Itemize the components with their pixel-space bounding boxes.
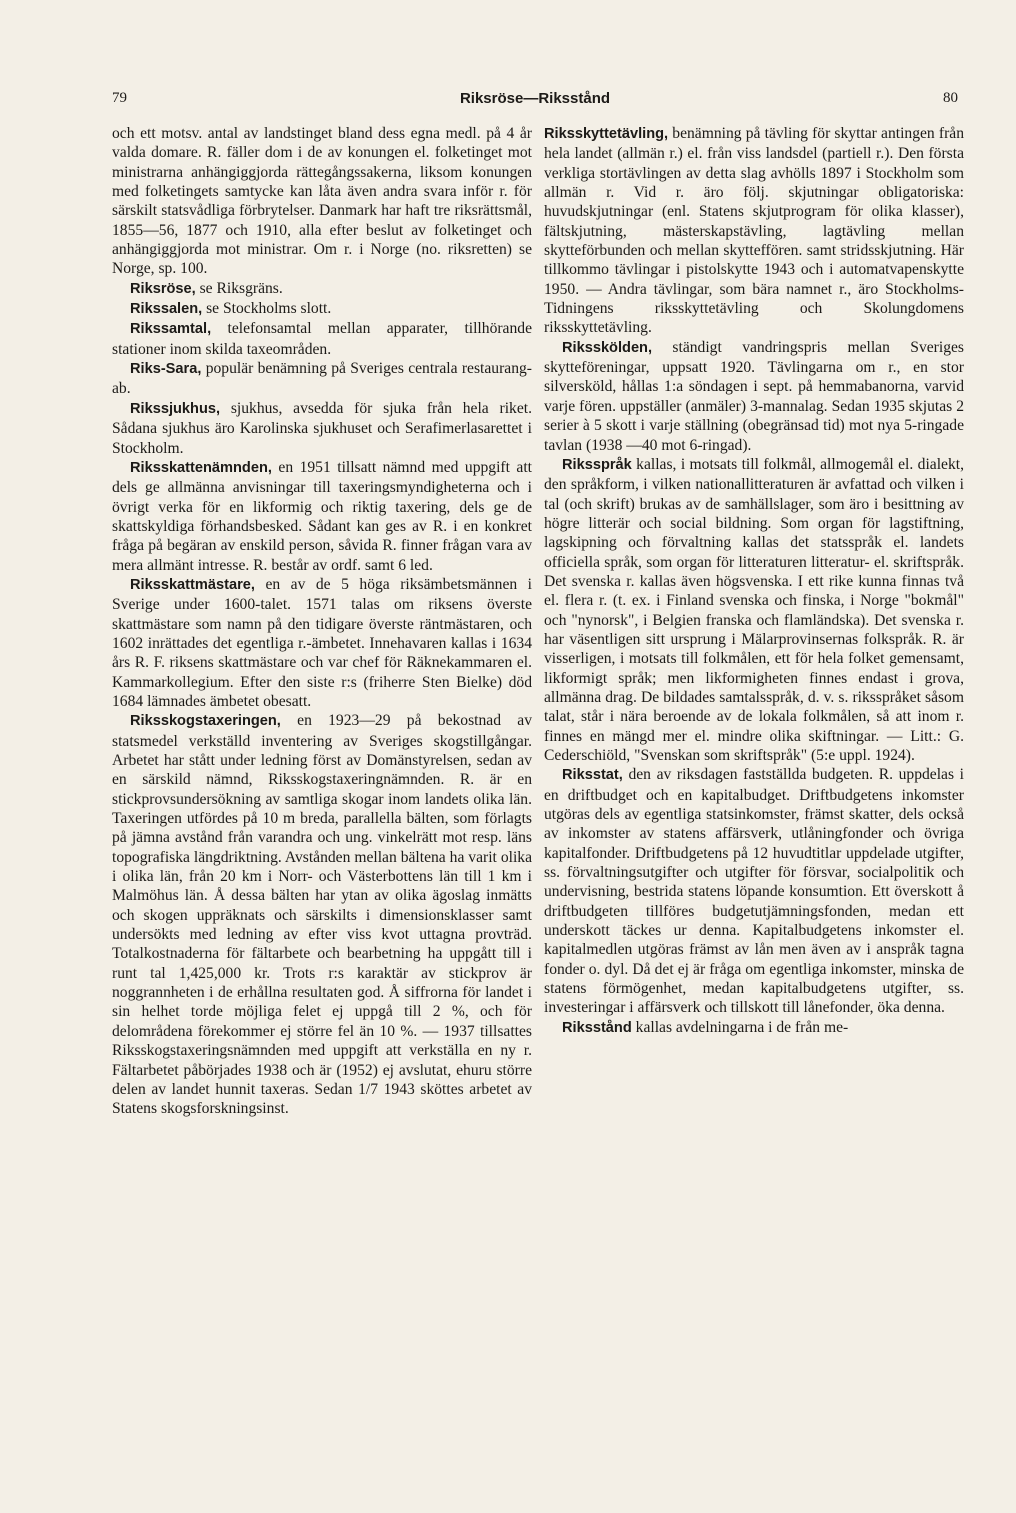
headword: Riksskyttetävling, [544, 126, 669, 142]
entry-text: kallas avdelningarna i de från me- [631, 1018, 849, 1036]
page-number-right: 80 [943, 90, 958, 106]
entry-riksstand [544, 1018, 964, 1038]
entry-riksskattmastare [112, 575, 532, 711]
entry-text: kallas, i motsats till folkmål, allmogemål el. dialekt, den språkform, i vilken nationallitteraturen är avfattad och vilken i tal (och skrift) brukas av de samhällslager, som äro i besittning av högre litterär och social bildning. Som organ för lagstiftning, lagskipning och förvaltning kallas det statsspråk el. landets officiella språk, som organ för litteraturen litteratur- el. skriftspråk. Det svenska r. kallas även högsvenska. I ett rike kunna finnas två el. flera r. (t. ex. i Finland svenska och finska, i Norge "bokmål" och "nynorsk", i Belgien franska och flamländska). Det svenska r. har väsentligen sitt ursprung i Mälarprovinsernas folkspråk. R. är visserligen, i motsats till folkmålen, ett för hela folket gemensamt, likformigt språk; men likformigheten finnes endast i grova, allmänna drag. De bildades samtalsspråk, d. v. s. riksspråket såsom talat, står i nära beroende av de lokala folkmålen, så att inom r. finnes en mängd mer el. mindre olika skiftningar. — Litt.: G. Cederschiöld, "Svenskan som skriftspråk" (5:e uppl. 1924). [544, 455, 964, 764]
entry-text: ständigt vandringspris mellan Sveriges skytteföreningar, uppsatt 1920. Tävlingarna om r., en stor silversköld, hållas 1:a söndagen i sept. på hemmabanorna, varvid varje fören. uppställer (anmäler) 3-mannalag. Sedan 1935 skjutas 2 serier à 5 skott i varje ställning (obegränsad tid) mot nya 5-ringade tavlan (1938 —40 mot 6-ringad). [544, 338, 964, 454]
entry-riksssprak [544, 455, 964, 766]
continuation-text: och ett motsv. antal av landstinget bland dess egna medl. på 4 år valda domare. R. fäller dom i de av konungen el. folketinget mot ministrarna anhängiggjorda rättegångssakerna, liksom konungen med folketingets samtycke kan låta även andra svara inför r. för särskilt statsvådliga förbrytelser. Danmark har haft tre riksrättsmål, 1855—56, 1877 och 1910, alla efter beslut av folketinget och anhängiggjorda mot ministrar. Om r. i Norge (no. riksretten) se Norge, sp. 100. [112, 125, 532, 278]
entry-text: se Stockholms slott. [202, 300, 332, 318]
page-header [112, 90, 958, 112]
headword: Riks-Sara, [130, 361, 202, 378]
entry-riks-sara [112, 359, 532, 399]
entry-text: se Riksgräns. [195, 279, 283, 297]
headword: Riksskattenämnden, [130, 459, 272, 476]
headword: Riksstånd [562, 1019, 632, 1036]
entry-text: en 1951 tillsatt nämnd med uppgift att dels ge allmänna anvisningar till taxeringsmyndigheterna och i övrigt verka för en likformig och riktig taxering, dels ge de skattskyldiga förhandsbesked. Sådant kan ges av R. i en konkret fråga på begäran av enskild person, såvida R. finner frågan vara av mera allmänt intresse. R. består av ordf. samt 6 led. [112, 458, 532, 574]
right-column [544, 124, 964, 1038]
entry-riksskyttetavling [544, 124, 964, 338]
entry-rikssamtal [112, 319, 532, 359]
headword: Riksröse, [130, 280, 196, 297]
entry-text: populär benämning på Sveriges centrala restaurang-ab. [112, 360, 532, 398]
headword: Rikssjukhus, [130, 400, 221, 417]
headword: Riksskölden, [562, 339, 653, 356]
entry-text: den av riksdagen fastställda budgeten. R. uppdelas i en driftbudget och en kapitalbudget. Driftbudgetens inkomster utgöras dels av egentliga statsinkomster, främst skatter, dels också av inkomster av statens affärsverk, utlåningfonder och övriga kapitalfonder. Driftbudgetens på 12 huvudtitlar uppdelade utgifter, ss. förvaltningsutgifter och utgifter för försvar, socialpolitik och undervisning, bestrida statens löpande konsumtion. Ett överskott å driftbudgeten tillföres budgetutjämningsfonden, medan ett underskott täckes ur denna. Kapitalbudgetens inkomster el. kapitalmedlen utgöras främst av lån men även av i anspråk tagna fonder o. dyl. Då det ej är fråga om egentliga inkomster, minska de statens förmögenhet, medan kapitalbudgetens utgifter, ss. investeringar i affärsverk och tillskott till lånefonder, öka denna. [544, 766, 964, 1017]
left-column [112, 124, 532, 1119]
entry-text: en av de 5 höga riksämbetsmännen i Sverige under 1600-talet. 1571 talas om riksens överste skattmästare som namn på den tidigare överste räntmästaren, och 1602 inrättades det egentliga r.-ämbetet. Innehavaren kallas i 1634 års R. F. riksens skattmästare och var chef för Räknekammaren el. Kammarkollegium. Efter den siste r:s (friherre Sten Bielke) död 1684 lämnades ämbetet obesatt. [112, 575, 532, 710]
entry-riksskattenamnden [112, 458, 532, 575]
headword: Rikssamtal, [130, 321, 212, 338]
running-title: Riksröse—Riksstånd [459, 90, 611, 107]
headword: Rikssalen, [130, 301, 203, 318]
headword: Riksspråk [562, 456, 632, 473]
headword: Riksstat, [562, 767, 623, 784]
entry-text: benämning på tävling för skyttar antingen från hela landet (allmän r.) el. från viss landsdel (partiell r.). Den första verkliga stortävlingen av detta slag avhölls 1897 i Stockholm som allmän r. Vid r. äro följ. skjutningar obligatoriska: huvudskjutningar (enl. Statens skjutprogram för olika klasser), fältskjutning, mästerskapstävling, lagtävling mellan skytteförbunden och mellan skytteffören. samt stridsskjutning. Här tillkommo tävlingar i pistolskytte 1943 och i automatvapenskytte 1950. — Andra tävlingar, som bära namnet r., äro Stockholms-Tidningens riksskyttetävling och Skolungdomens riksskyttetävling. [544, 125, 964, 337]
entry-riksstat [544, 765, 964, 1017]
entry-rikssköldEN [544, 338, 964, 455]
entry-text: telefonsamtal mellan apparater, tillhörande stationer inom skilda taxeområden. [112, 320, 532, 358]
page-number-left: 79 [112, 90, 127, 106]
headword: Riksskogstaxeringen, [130, 713, 281, 730]
entry-text: en 1923—29 på bekostnad av statsmedel verkställd inventering av Sveriges skogstillgångar. Arbetet har stått under ledning först av Domänstyrelsen, sedan av en särskild nämnd, Riksskogstaxeringnämnden. R. är en stickprovsundersökning av samtliga skogar inom landets olika län. Taxeringen utfördes på 10 m breda, parallella bälten, som förlagts på jämna avstånd från varandra och ung. vinkelrätt mot resp. läns topografiska längdriktning. Avstånden mellan bältena ha varit olika i olika län, från 20 km i Norr- och Västerbottens län till 1 km i Malmöhus län. Å dessa bälten har ytan av olika ägoslag inmätts och skogen uppräknats och särskilts i dimensionsklasser samt undersökts med ledning av efter viss kvot uttagna provträd. Totalkostnaderna för fältarbete och bearbetning ha uppgått till i runt tal 1,425,000 kr. Trots r:s karaktär av stickprov är noggrannheten i de erhållna resultaten god. Å siffrorna för landet i sin helhet torde möjliga felet ej uppgå till 2 %, och för delområdena förekommer ej större fel än 10 %. — 1937 tillsattes Riksskogstaxeringsnämnden med uppgift att verkställa en ny r. Fältarbetet påbörjades 1938 och är (1952) ej avslutat, ehuru större delen av landet hunnit taxeras. Sedan 1/7 1943 sköttes arbetet av Statens skogsforskningsinst. [112, 712, 532, 1118]
headword: Riksskattmästare, [130, 576, 255, 593]
entry-riksskogstaxeringen [112, 711, 532, 1118]
entry-rikssalen [112, 299, 532, 319]
entry-rikssjukhus [112, 399, 532, 458]
entry-text: sjukhus, avsedda för sjuka från hela riket. Sådana sjukhus äro Karolinska sjukhuset och Serafimerlasarettet i Stockholm. [112, 399, 532, 457]
entry-riksrose [112, 279, 532, 299]
